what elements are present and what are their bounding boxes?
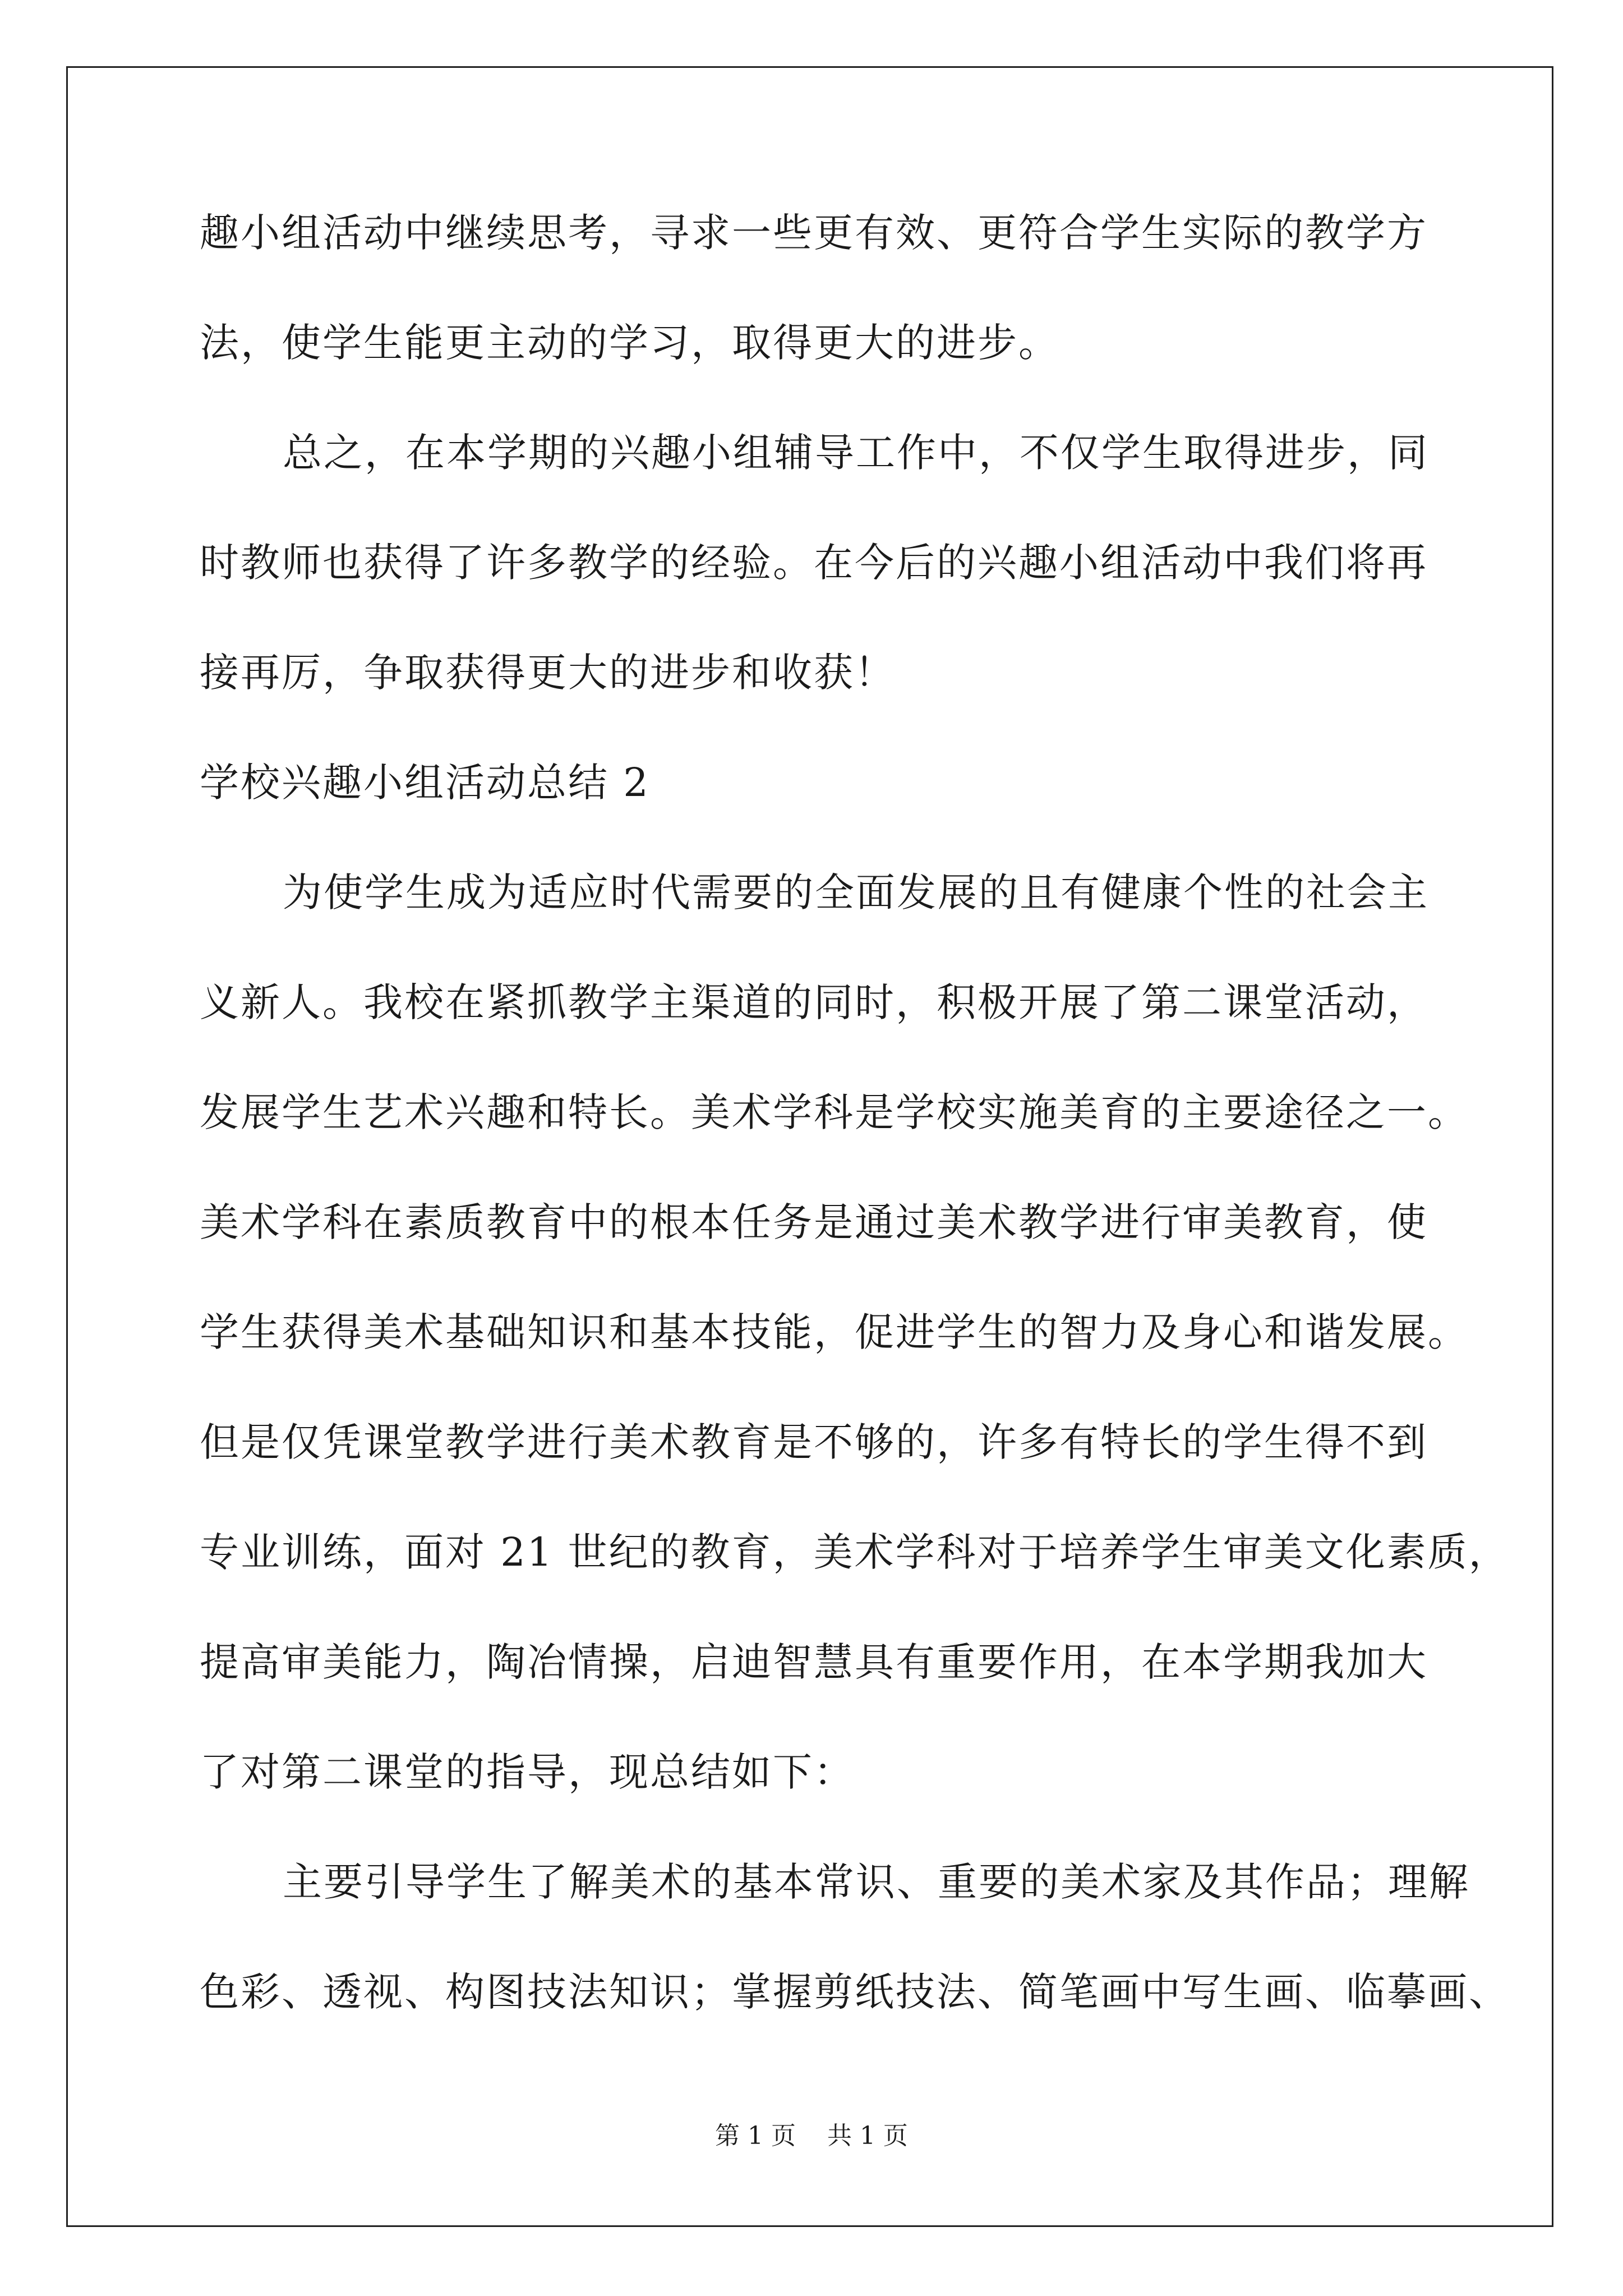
paragraph-line: 法，使学生能更主动的学习，取得更大的进步。 xyxy=(200,320,1059,366)
paragraph-line: 趣小组活动中继续思考，寻求一些更有效、更符合学生实际的教学方 xyxy=(200,210,1428,256)
paragraph-line: 接再厉，争取获得更大的进步和收获！ xyxy=(200,650,896,696)
paragraph-line: 主要引导学生了解美术的基本常识、重要的美术家及其作品；理解 xyxy=(283,1859,1470,1905)
paragraph-line: 色彩、透视、构图技法知识；掌握剪纸技法、简笔画中写生画、临摹画、 xyxy=(200,1969,1510,2015)
paragraph-line: 发展学生艺术兴趣和特长。美术学科是学校实施美育的主要途径之一。 xyxy=(200,1089,1469,1135)
paragraph-line: 总之，在本学期的兴趣小组辅导工作中，不仅学生取得进步，同 xyxy=(283,430,1429,476)
page-number-footer: 第 1 页 共 1 页 xyxy=(715,2122,908,2150)
paragraph-line: 了对第二课堂的指导，现总结如下： xyxy=(200,1749,855,1795)
paragraph-line: 但是仅凭课堂教学进行美术教育是不够的，许多有特长的学生得不到 xyxy=(200,1419,1428,1465)
paragraph-line: 义新人。我校在紧抓教学主渠道的同时，积极开展了第二课堂活动， xyxy=(200,979,1428,1025)
paragraph-line: 时教师也获得了许多教学的经验。在今后的兴趣小组活动中我们将再 xyxy=(200,540,1428,586)
paragraph-line: 学生获得美术基础知识和基本技能，促进学生的智力及身心和谐发展。 xyxy=(200,1309,1469,1355)
paragraph-line: 美术学科在素质教育中的根本任务是通过美术教学进行审美教育，使 xyxy=(200,1199,1428,1245)
paragraph-line: 提高审美能力，陶冶情操，启迪智慧具有重要作用，在本学期我加大 xyxy=(200,1639,1428,1685)
paragraph-line: 专业训练，面对 21 世纪的教育，美术学科对于培养学生审美文化素质， xyxy=(200,1529,1510,1575)
section-heading: 学校兴趣小组活动总结 2 xyxy=(200,760,650,806)
document-body xyxy=(200,205,1510,2074)
paragraph-line: 为使学生成为适应时代需要的全面发展的且有健康个性的社会主 xyxy=(283,869,1429,915)
